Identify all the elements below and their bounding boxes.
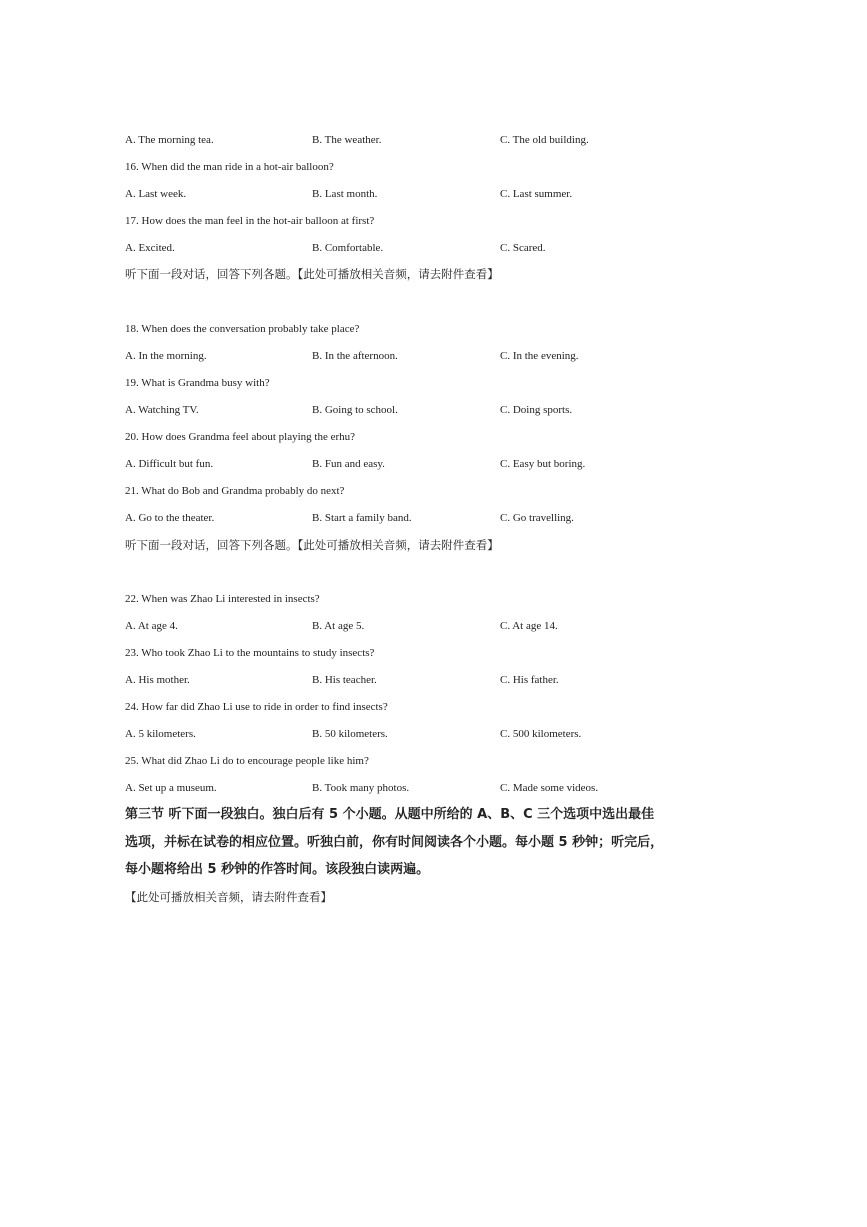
audio-note: 【此处可播放相关音频，请去附件查看】 <box>125 890 332 904</box>
q23-option-b: B. His teacher. <box>312 674 377 686</box>
q16-option-a: A. Last week. <box>125 188 187 200</box>
q15-option-c: C. The old building. <box>500 134 589 146</box>
q25-option-c: C. Made some videos. <box>500 782 599 794</box>
q23-option-a: A. His mother. <box>125 674 190 686</box>
q16-option-b: B. Last month. <box>312 188 378 200</box>
q23-option-c: C. His father. <box>500 674 559 686</box>
q24-question: 24. How far did Zhao Li use to ride in order to find insects? <box>125 701 388 713</box>
q23-question: 23. Who took Zhao Li to the mountains to study insects? <box>125 647 375 659</box>
q18-option-a: A. In the morning. <box>125 350 207 362</box>
q19-question: 19. What is Grandma busy with? <box>125 377 270 389</box>
q19-option-a: A. Watching TV. <box>125 404 199 416</box>
q19-option-c: C. Doing sports. <box>500 404 573 416</box>
q18-question: 18. When does the conversation probably take place? <box>125 323 360 335</box>
q24-option-b: B. 50 kilometers. <box>312 728 388 740</box>
q17-option-a: A. Excited. <box>125 242 175 254</box>
q21-option-b: B. Start a family band. <box>312 512 412 524</box>
q18-option-b: B. In the afternoon. <box>312 350 398 362</box>
q22-option-b: B. At age 5. <box>312 620 365 632</box>
dialogue-instruction-2: 听下面一段对话，回答下列各题。【此处可播放相关音频，请去附件查看】 <box>125 538 499 552</box>
q25-question: 25. What did Zhao Li do to encourage people like him? <box>125 755 369 767</box>
q21-option-a: A. Go to the theater. <box>125 512 215 524</box>
section3-line-3: 每小题将给出 5 秒钟的作答时间。该段独白读两遍。 <box>125 862 430 877</box>
q16-option-c: C. Last summer. <box>500 188 573 200</box>
q21-option-c: C. Go travelling. <box>500 512 574 524</box>
q17-option-c: C. Scared. <box>500 242 546 254</box>
q20-option-a: A. Difficult but fun. <box>125 458 214 470</box>
section3-line-1: 第三节 听下面一段独白。独白后有 5 个小题。从题中所给的 A、B、C 三个选项中选出最佳 <box>125 807 655 822</box>
q15-option-b: B. The weather. <box>312 134 382 146</box>
dialogue-instruction-1: 听下面一段对话，回答下列各题。【此处可播放相关音频，请去附件查看】 <box>125 267 499 281</box>
q20-option-b: B. Fun and easy. <box>312 458 385 470</box>
q17-option-b: B. Comfortable. <box>312 242 384 254</box>
q25-option-b: B. Took many photos. <box>312 782 410 794</box>
q24-option-c: C. 500 kilometers. <box>500 728 582 740</box>
q17-question: 17. How does the man feel in the hot-air balloon at first? <box>125 215 375 227</box>
q20-question: 20. How does Grandma feel about playing the erhu? <box>125 431 356 443</box>
q25-option-a: A. Set up a museum. <box>125 782 217 794</box>
q15-option-a: A. The morning tea. <box>125 134 214 146</box>
q20-option-c: C. Easy but boring. <box>500 458 586 470</box>
q21-question: 21. What do Bob and Grandma probably do next? <box>125 485 345 497</box>
q22-option-c: C. At age 14. <box>500 620 558 632</box>
section3-line-2: 选项，并标在试卷的相应位置。听独白前，你有时间阅读各个小题。每小题 5 秒钟；听完后， <box>125 835 664 850</box>
q22-option-a: A. At age 4. <box>125 620 178 632</box>
q22-question: 22. When was Zhao Li interested in insects? <box>125 593 320 605</box>
q16-question: 16. When did the man ride in a hot-air balloon? <box>125 161 334 173</box>
q24-option-a: A. 5 kilometers. <box>125 728 196 740</box>
q18-option-c: C. In the evening. <box>500 350 579 362</box>
q19-option-b: B. Going to school. <box>312 404 398 416</box>
